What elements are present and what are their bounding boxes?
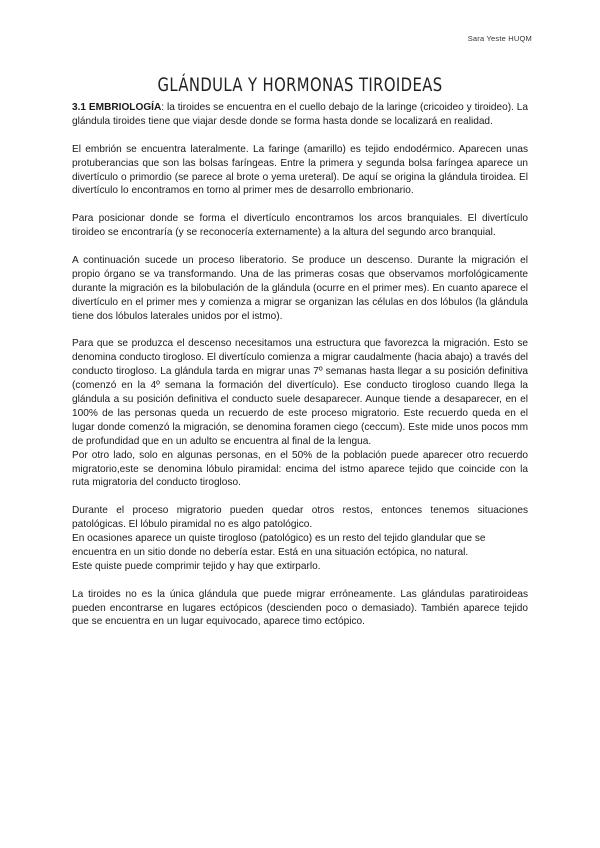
document-body xyxy=(72,101,528,643)
author-header: Sara Yeste HUQM xyxy=(467,34,532,43)
paragraph-pathology: Durante el proceso migratorio pueden quedar otros restos, entonces tenemos situaciones patológicas. El lóbulo piramidal no es algo patológico. xyxy=(72,505,528,531)
paragraph-branchial-arches: Para posicionar donde se forma el divertículo encontramos los arcos branquiales. El divertículo tiroideo se encontraría (y se reconocería externamente) a la altura del segundo arco branquial. xyxy=(72,213,528,239)
page-title: GLÁNDULA Y HORMONAS TIROIDEAS xyxy=(157,74,443,96)
paragraph-cyst-removal: Este quiste puede comprimir tejido y hay que extirparlo. xyxy=(72,560,321,572)
section-heading: 3.1 EMBRIOLOGÍA xyxy=(72,102,162,113)
paragraph-thyroglossal-cyst: En ocasiones aparece un quiste tirogloso (patológico) es un resto del tejido glandular que se encuentra en un sitio donde no debería estar. Está en una situación ectópica, no natural. xyxy=(72,533,486,558)
section-intro-paragraph xyxy=(72,101,528,129)
paragraph-migration: A continuación sucede un proceso liberatorio. Se produce un descenso. Durante la migración el propio órgano se va transformando. Una de las primeras cosas que observamos morfológicamente durante la migración es la bilobulación de la glándula (ocurre en el primer mes). En cuanto aparece el divertículo en el primer mes y comienza a migrar se organizan las células en dos lóbulos (la glándula tiene dos lóbulos laterales unidos por el istmo). xyxy=(72,254,528,322)
paragraph-ectopic-glands: La tiroides no es la única glándula que puede migrar erróneamente. Las glándulas paratiroideas pueden encontrarse en lugares ectópicos (descienden poco o demasiado). También aparece tejido que se encuentra en un lugar equivocado, aparece timo ectópico. xyxy=(72,588,528,628)
paragraph-embryo: El embrión se encuentra lateralmente. La faringe (amarillo) es tejido endodérmico. Aparecen unas protuberancias que son las bolsas faríngeas. Entre la primera y segunda bolsa faríngea aparece un divertículo o primordio (se parece al brote o yema ureteral). De aquí se origina la glándula tiroidea. El divertículo lo encontramos en torno al primer mes de desarrollo embrionario. xyxy=(72,143,528,197)
paragraph-pyramidal-lobe: Por otro lado, solo en algunas personas, en el 50% de la población puede aparecer otro recuerdo migratorio,este se denomina lóbulo piramidal: encima del istmo aparece tejido que coincide con la ruta migratoria del conducto tirogloso. xyxy=(72,449,528,489)
section-intro-text: : la tiroides se encuentra en el cuello debajo de la laringe (cricoideo y tiroideo). La glándula tiroides tiene que viajar desde donde se forma hasta donde se localizará en realidad. xyxy=(72,102,528,127)
paragraph-thyroglossal-duct: Para que se produzca el descenso necesitamos una estructura que favorezca la migración. Esto se denomina conducto tirogloso. El divertículo comienza a migrar caudalmente (hacia abajo) a través del conducto tirogloso. La glándula tarda en migrar unas 7º semanas hasta llegar a su posición definitiva (comenzó en la 4º semana la formación del divertículo). Ese conducto tirogloso cuando llega la glándula a su posición definitiva el conducto suele desaparecer. Aunque tiende a desaparecer, en el 100% de las personas queda un recuerdo de este proceso migratorio. Este recuerdo queda en el lugar donde comenzó la migración, se denomina foramen ciego (ceccum). Este mide unos pocos mm de profundidad que en un adulto se encuentra al final de la lengua. xyxy=(72,338,528,447)
